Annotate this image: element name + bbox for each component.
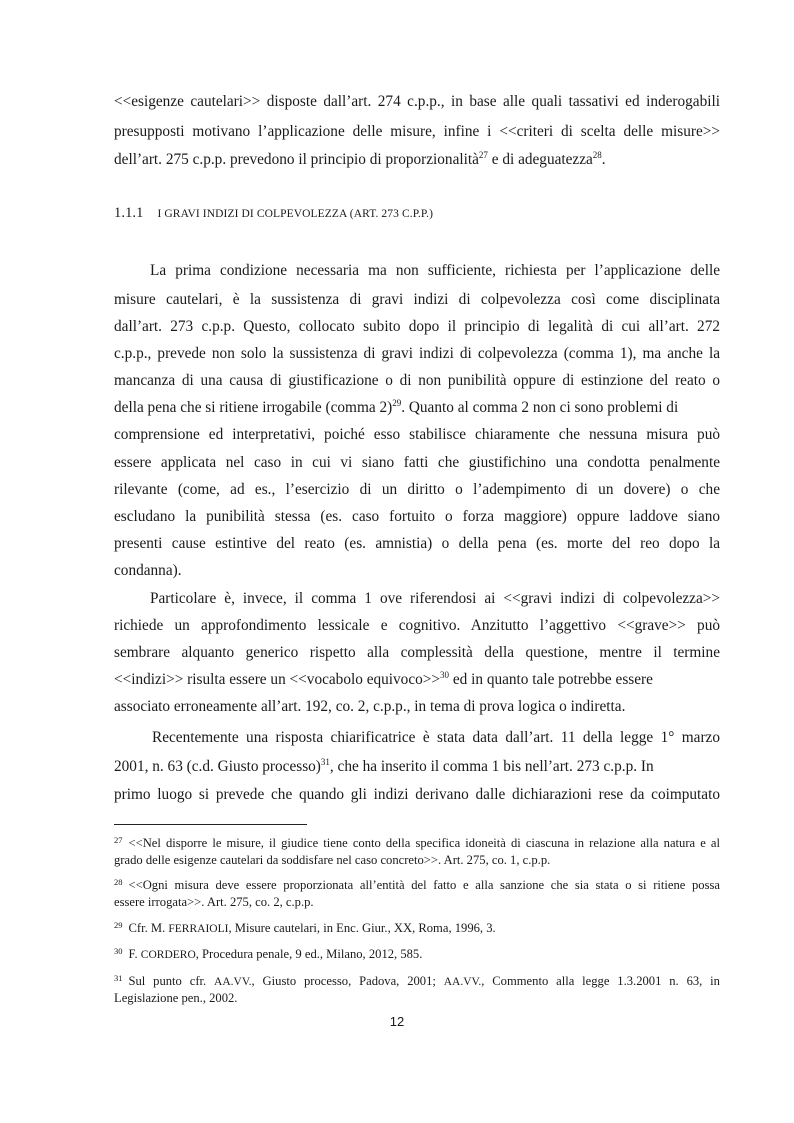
footnote-text: Cfr. M. [128, 921, 169, 935]
body-text-line: presupposti motivano l’applicazione delle misure, infine i <<criteri di scelta delle misure>> [114, 123, 720, 140]
body-text-line [114, 150, 720, 170]
footnote-number: 31 [114, 973, 123, 983]
text-run: ed in quanto tale potrebbe essere [449, 671, 653, 688]
footnote-line: Legislazione pen., 2002. [114, 991, 238, 1005]
body-text-line: escludano la punibilità stessa (es. caso fortuito o forza maggiore) oppure laddove siano [114, 508, 720, 525]
body-text-line: La prima condizione necessaria ma non sufficiente, richiesta per l’applicazione delle [150, 262, 720, 279]
body-text-line: sembrare alquanto generico rispetto alla complessità della questione, mentre il termine [114, 644, 720, 661]
body-text-line: mancanza di una causa di giustificazione o di non punibilità oppure di estinzione del reato o [114, 372, 720, 389]
footnote-author: CORDERO [140, 949, 196, 961]
footnote-line [114, 946, 720, 963]
footnote-ref-27[interactable]: 27 [478, 150, 488, 160]
text-run: . Quanto al comma 2 non ci sono problemi di [401, 399, 679, 416]
body-text-line: dall’art. 273 c.p.p. Questo, collocato subito dopo il principio di legalità di cui all’art. 272 [114, 318, 720, 335]
footnote-author: AA.VV. [214, 976, 252, 988]
footnote-text: <<Nel disporre le misure, il giudice tiene conto della specifica idoneità di ciascuna in relazione alla natura e al [128, 836, 720, 850]
section-number: 1.1.1 [114, 205, 144, 221]
footnote-text: , Misure cautelari, in Enc. Giur., XX, Roma, 1996, 3. [228, 921, 496, 935]
body-text-line: <<esigenze cautelari>> disposte dall’art. 274 c.p.p., in base alle quali tassativi ed inderogabili [114, 93, 720, 110]
body-text-line: rilevante (come, ad es., l’esercizio di un diritto o l’adempimento di un dovere) o che [114, 481, 720, 498]
footnote-30 [114, 946, 720, 963]
footnote-line [114, 835, 720, 852]
footnote-text: <<Ogni misura deve essere proporzionata all’entità del fatto e alla sanzione che sia stata o si ritiene possa [128, 878, 720, 892]
body-text-line: primo luogo si prevede che quando gli indizi derivano dalle dichiarazioni rese da coimputato [114, 786, 720, 803]
footnote-ref-29[interactable]: 29 [392, 398, 402, 408]
footnote-27 [114, 835, 720, 869]
footnote-separator [114, 824, 307, 825]
body-text-line [114, 398, 720, 418]
footnote-text: F. [128, 947, 141, 961]
text-run: , che ha inserito il comma 1 bis nell’art. 273 c.p.p. In [329, 758, 654, 775]
body-text-line: essere applicata nel caso in cui vi siano fatti che giustifichino una condotta penalmente [114, 454, 720, 471]
section-heading [114, 203, 433, 224]
body-text-line [114, 670, 720, 690]
body-text-line: presenti cause estintive del reato (es. amnistia) o della pena (es. morte del reo dopo la [114, 535, 720, 552]
text-run: <<indizi>> risulta essere un <<vocabolo equivoco>> [114, 671, 441, 688]
footnote-ref-28[interactable]: 28 [592, 150, 602, 160]
footnote-line [114, 973, 720, 990]
footnote-31 [114, 973, 720, 1007]
footnote-number: 28 [114, 877, 123, 887]
footnote-ref-31[interactable]: 31 [320, 757, 330, 767]
footnote-ref-30[interactable]: 30 [440, 670, 450, 680]
text-run: . [601, 151, 606, 168]
footnote-text: Sul punto cfr. [128, 974, 215, 988]
body-text-line: condanna). [114, 562, 182, 579]
body-text-line: c.p.p., prevede non solo la sussistenza di gravi indizi di colpevolezza (comma 1), ma anche la [114, 345, 720, 362]
text-run: della pena che si ritiene irrogabile (comma 2) [114, 399, 393, 416]
footnote-line [114, 877, 720, 894]
body-text-line [114, 757, 720, 777]
section-title: I GRAVI INDIZI DI COLPEVOLEZZA (ART. 273 C.P.P.) [157, 208, 434, 220]
body-text-line: Particolare è, invece, il comma 1 ove riferendosi ai <<gravi indizi di colpevolezza>> [150, 590, 720, 607]
footnote-number: 29 [114, 920, 123, 930]
body-text-line: richiede un approfondimento lessicale e cognitivo. Anzitutto l’aggettivo <<grave>> può [114, 617, 720, 634]
footnote-line [114, 920, 720, 937]
footnote-line: grado delle esigenze cautelari da soddisfare nel caso concreto>>. Art. 275, co. 1, c.p.p. [114, 853, 551, 867]
footnote-29 [114, 920, 720, 937]
body-text-line: Recentemente una risposta chiarificatrice è stata data dall’art. 11 della legge 1° marzo [152, 729, 720, 746]
footnote-28 [114, 877, 720, 911]
footnote-author: AA.VV. [443, 976, 482, 988]
text-run: 2001, n. 63 (c.d. Giusto processo) [114, 758, 321, 775]
footnote-number: 27 [114, 835, 123, 845]
body-text-line: misure cautelari, è la sussistenza di gravi indizi di colpevolezza così come disciplinata [114, 291, 720, 308]
body-text-line: comprensione ed interpretativi, poiché esso stabilisce chiaramente che nessuna misura può [114, 426, 720, 443]
page-number: 12 [389, 1014, 405, 1029]
footnote-author: FERRAIOLI [168, 923, 229, 935]
text-run: dell’art. 275 c.p.p. prevedono il principio di proporzionalità [114, 151, 479, 168]
footnote-text: , Giusto processo, Padova, 2001; [251, 974, 444, 988]
footnote-text: , Commento alla legge 1.3.2001 n. 63, in [481, 974, 720, 988]
body-text-line: associato erroneamente all’art. 192, co. 2, c.p.p., in tema di prova logica o indiretta. [114, 698, 626, 715]
footnote-line: essere irrogata>>. Art. 275, co. 2, c.p.p. [114, 895, 314, 909]
footnote-number: 30 [114, 946, 123, 956]
footnote-text: , Procedura penale, 9 ed., Milano, 2012, 585. [195, 947, 423, 961]
text-run: e di adeguatezza [487, 151, 593, 168]
